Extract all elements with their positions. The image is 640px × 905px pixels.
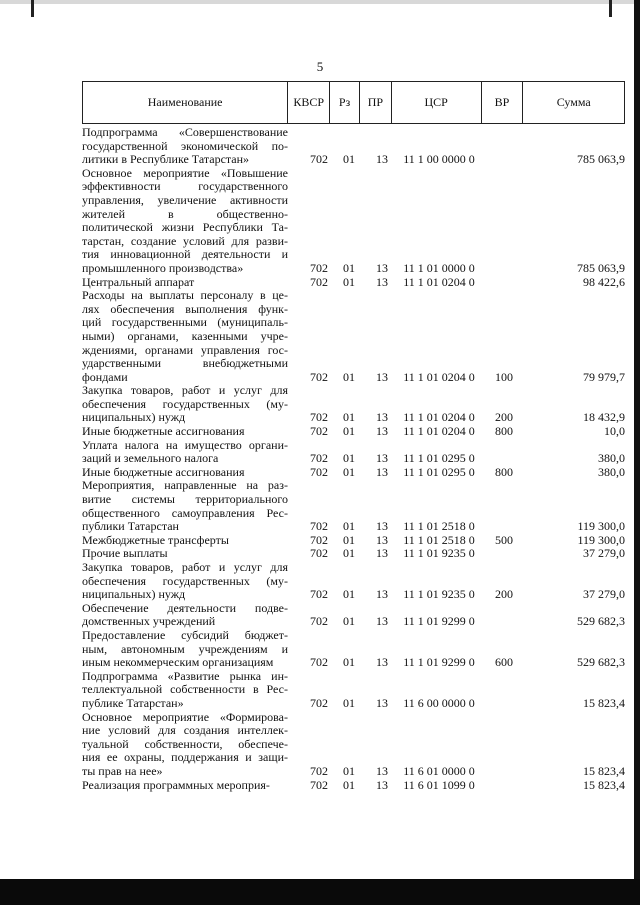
row-vr: 600: [495, 655, 513, 670]
row-name: [82, 425, 288, 439]
row-rz: 01: [343, 695, 355, 710]
table-row: [82, 479, 625, 533]
scan-mark-left: [31, 0, 34, 17]
row-name-line: обеспечения государственных (му-: [82, 573, 288, 588]
row-sum: 18 432,9: [583, 410, 625, 425]
row-csr: 11 1 01 9299 0: [403, 655, 475, 670]
row-csr: 11 1 01 0295 0: [403, 464, 475, 479]
table-row: [82, 384, 625, 425]
row-name-line: Подпрограмма «Совершенствование: [82, 125, 288, 139]
row-name: [82, 779, 288, 793]
scan-edge-right: [634, 0, 640, 905]
row-pr: 13: [376, 274, 388, 289]
row-pr: 13: [376, 695, 388, 710]
row-rz: 01: [343, 655, 355, 670]
row-rz: 01: [343, 451, 355, 466]
row-rz: 01: [343, 424, 355, 439]
table-row: [82, 466, 625, 480]
row-kvsr: 702: [310, 546, 328, 561]
row-name-line: литики в Республике Татарстан»: [82, 152, 250, 167]
row-kvsr: 702: [310, 763, 328, 778]
row-sum: 380,0: [598, 451, 625, 466]
table-row: [82, 289, 625, 384]
page-number: 5: [316, 59, 324, 74]
row-csr: 11 1 01 2518 0: [403, 519, 475, 534]
row-name: [82, 711, 288, 779]
row-name-line: Основное мероприятие «Формирова-: [82, 709, 288, 724]
row-name: [82, 167, 288, 276]
scan-edge-top: [0, 0, 640, 4]
row-name-line: Прочие выплаты: [82, 546, 168, 561]
row-rz: 01: [343, 410, 355, 425]
row-name-line: иным некоммерческим организациям: [82, 655, 274, 670]
row-name: [82, 384, 288, 425]
row-sum: 785 063,9: [577, 260, 625, 275]
row-name-line: фондами: [82, 369, 128, 384]
row-name: [82, 289, 288, 384]
header-rz: Рз: [330, 82, 360, 123]
row-pr: 13: [376, 464, 388, 479]
row-csr: 11 6 00 0000 0: [403, 695, 475, 710]
row-name-line: Закупка товаров, работ и услуг для: [82, 560, 288, 574]
table-row: [82, 439, 625, 466]
row-vr: 800: [495, 464, 513, 479]
row-vr: 800: [495, 424, 513, 439]
row-sum: 380,0: [598, 464, 625, 479]
row-name-line: эффективности государственного: [82, 179, 288, 194]
table-body: [82, 126, 625, 792]
table-row: [82, 561, 625, 602]
row-csr: 11 1 01 0204 0: [403, 274, 475, 289]
row-name-line: ций государственными (муниципаль-: [82, 315, 288, 330]
row-pr: 13: [376, 532, 388, 547]
table-row: [82, 629, 625, 670]
row-kvsr: 702: [310, 519, 328, 534]
row-name-line: Подпрограмма «Развитие рынка ин-: [82, 668, 288, 683]
row-sum: 119 300,0: [577, 532, 625, 547]
row-name-line: управления, увеличение активности: [82, 192, 288, 207]
row-name: [82, 276, 288, 290]
row-name-line: обеспечения государственных (му-: [82, 396, 288, 411]
row-name: [82, 547, 288, 561]
row-csr: 11 1 01 0204 0: [403, 424, 475, 439]
row-csr: 11 6 01 0000 0: [403, 763, 475, 778]
row-csr: 11 1 01 0000 0: [403, 260, 475, 275]
header-csr: ЦСР: [392, 82, 482, 123]
row-name: [82, 126, 288, 167]
row-name-line: Уплата налога на имущество органи-: [82, 437, 288, 452]
row-name-line: Обеспечение деятельности подве-: [82, 600, 288, 615]
row-name-line: Закупка товаров, работ и услуг для: [82, 383, 288, 398]
header-kvsr: КВСР: [288, 82, 330, 123]
row-csr: 11 1 01 0204 0: [403, 410, 475, 425]
scan-edge-bottom: [0, 879, 640, 905]
table-row: [82, 425, 625, 439]
row-name: [82, 602, 288, 629]
table-header: [82, 81, 625, 124]
table-row: [82, 670, 625, 711]
row-csr: 11 1 01 0295 0: [403, 451, 475, 466]
row-sum: 119 300,0: [577, 519, 625, 534]
row-rz: 01: [343, 614, 355, 629]
row-csr: 11 1 01 9235 0: [403, 587, 475, 602]
header-vr: ВР: [482, 82, 524, 123]
row-rz: 01: [343, 532, 355, 547]
row-name-line: Мероприятия, направленные на раз-: [82, 478, 288, 493]
row-rz: 01: [343, 274, 355, 289]
row-pr: 13: [376, 369, 388, 384]
row-pr: 13: [376, 424, 388, 439]
row-name-line: ным, автономным учреждениям и: [82, 641, 288, 656]
row-name-line: ты прав на нее»: [82, 763, 163, 778]
row-pr: 13: [376, 260, 388, 275]
row-kvsr: 702: [310, 695, 328, 710]
row-name-line: ния ее охраны, поддержания и защи-: [82, 750, 288, 765]
row-kvsr: 702: [310, 260, 328, 275]
row-kvsr: 702: [310, 587, 328, 602]
row-csr: 11 1 01 0204 0: [403, 369, 475, 384]
row-name-line: ударственными внебюджетными: [82, 356, 288, 371]
row-rz: 01: [343, 519, 355, 534]
row-name-line: Иные бюджетные ассигнования: [82, 464, 245, 479]
row-kvsr: 702: [310, 464, 328, 479]
row-sum: 15 823,4: [583, 695, 625, 710]
header-pr: ПР: [360, 82, 392, 123]
row-rz: 01: [343, 260, 355, 275]
row-kvsr: 702: [310, 532, 328, 547]
row-pr: 13: [376, 410, 388, 425]
row-pr: 13: [376, 614, 388, 629]
table-row: [82, 711, 625, 779]
row-name-line: теллектуальной собственности в Рес-: [82, 682, 288, 697]
table-row: [82, 167, 625, 276]
row-rz: 01: [343, 464, 355, 479]
row-vr: 200: [495, 587, 513, 602]
table-row: [82, 602, 625, 629]
table-row: [82, 547, 625, 561]
row-pr: 13: [376, 777, 388, 792]
row-pr: 13: [376, 152, 388, 167]
row-name-line: тарстан, создание условий для разви-: [82, 233, 288, 248]
row-kvsr: 702: [310, 369, 328, 384]
row-pr: 13: [376, 587, 388, 602]
table-row: [82, 276, 625, 290]
row-name-line: Центральный аппарат: [82, 274, 195, 289]
row-sum: 15 823,4: [583, 763, 625, 778]
row-csr: 11 1 01 9299 0: [403, 614, 475, 629]
row-name: [82, 479, 288, 533]
row-name-line: Межбюджетные трансферты: [82, 532, 229, 547]
row-name-line: лях обеспечения выполнения функ-: [82, 301, 288, 316]
row-pr: 13: [376, 546, 388, 561]
row-name-line: ниципальных) нужд: [82, 587, 186, 602]
row-name-line: Расходы на выплаты персоналу в це-: [82, 288, 288, 303]
row-pr: 13: [376, 519, 388, 534]
row-name-line: Предоставление субсидий бюджет-: [82, 627, 288, 642]
header-name: Наименование: [83, 82, 288, 123]
row-sum: 10,0: [604, 424, 625, 439]
row-name-line: Иные бюджетные ассигнования: [82, 424, 245, 439]
row-kvsr: 702: [310, 274, 328, 289]
row-csr: 11 1 01 2518 0: [403, 532, 475, 547]
row-kvsr: 702: [310, 777, 328, 792]
row-name-line: тия инновационной деятельности и: [82, 247, 288, 262]
row-name-line: публики Татарстан: [82, 519, 179, 534]
row-name-line: витие системы территориального: [82, 492, 288, 507]
row-sum: 15 823,4: [583, 777, 625, 792]
row-sum: 37 279,0: [583, 546, 625, 561]
row-name-line: домственных учреждений: [82, 614, 216, 629]
row-name-line: Основное мероприятие «Повышение: [82, 165, 288, 180]
row-kvsr: 702: [310, 424, 328, 439]
row-name-line: Реализация программных мероприя-: [82, 777, 270, 792]
row-name-line: жителей в общественно-: [82, 206, 288, 221]
row-sum: 79 979,7: [583, 369, 625, 384]
row-vr: 500: [495, 532, 513, 547]
row-vr: 200: [495, 410, 513, 425]
row-name: [82, 439, 288, 466]
row-sum: 98 422,6: [583, 274, 625, 289]
row-rz: 01: [343, 777, 355, 792]
row-name-line: ние условий для создания интеллек-: [82, 723, 288, 738]
row-sum: 37 279,0: [583, 587, 625, 602]
row-name-line: политической жизни Республики Та-: [82, 220, 288, 235]
row-kvsr: 702: [310, 655, 328, 670]
row-rz: 01: [343, 369, 355, 384]
row-rz: 01: [343, 763, 355, 778]
row-pr: 13: [376, 655, 388, 670]
row-rz: 01: [343, 152, 355, 167]
row-name-line: туальной собственности, обеспече-: [82, 736, 288, 751]
table-row: [82, 779, 625, 793]
row-sum: 785 063,9: [577, 152, 625, 167]
row-sum: 529 682,3: [577, 614, 625, 629]
row-name: [82, 629, 288, 670]
row-name-line: ждениями, органами управления гос-: [82, 342, 288, 357]
row-kvsr: 702: [310, 410, 328, 425]
row-name: [82, 561, 288, 602]
row-kvsr: 702: [310, 152, 328, 167]
row-csr: 11 6 01 1099 0: [403, 777, 475, 792]
row-kvsr: 702: [310, 451, 328, 466]
row-csr: 11 1 00 0000 0: [403, 152, 475, 167]
row-csr: 11 1 01 9235 0: [403, 546, 475, 561]
row-name-line: общественного самоуправления Рес-: [82, 505, 288, 520]
row-name: [82, 466, 288, 480]
row-pr: 13: [376, 763, 388, 778]
row-name-line: заций и земельного налога: [82, 451, 219, 466]
row-name: [82, 670, 288, 711]
header-sum: Сумма: [556, 95, 591, 109]
row-name: [82, 534, 288, 548]
row-name-line: публике Татарстан»: [82, 695, 184, 710]
table-row: [82, 126, 625, 167]
scan-mark-right: [609, 0, 612, 17]
row-name-line: государственной экономической по-: [82, 138, 288, 153]
table-row: [82, 534, 625, 548]
row-pr: 13: [376, 451, 388, 466]
row-name-line: промышленного производства»: [82, 260, 244, 275]
row-vr: 100: [495, 369, 513, 384]
row-name-line: ными) органами, казенными учре-: [82, 328, 288, 343]
row-rz: 01: [343, 587, 355, 602]
row-sum: 529 682,3: [577, 655, 625, 670]
row-rz: 01: [343, 546, 355, 561]
row-name-line: ниципальных) нужд: [82, 410, 186, 425]
row-kvsr: 702: [310, 614, 328, 629]
